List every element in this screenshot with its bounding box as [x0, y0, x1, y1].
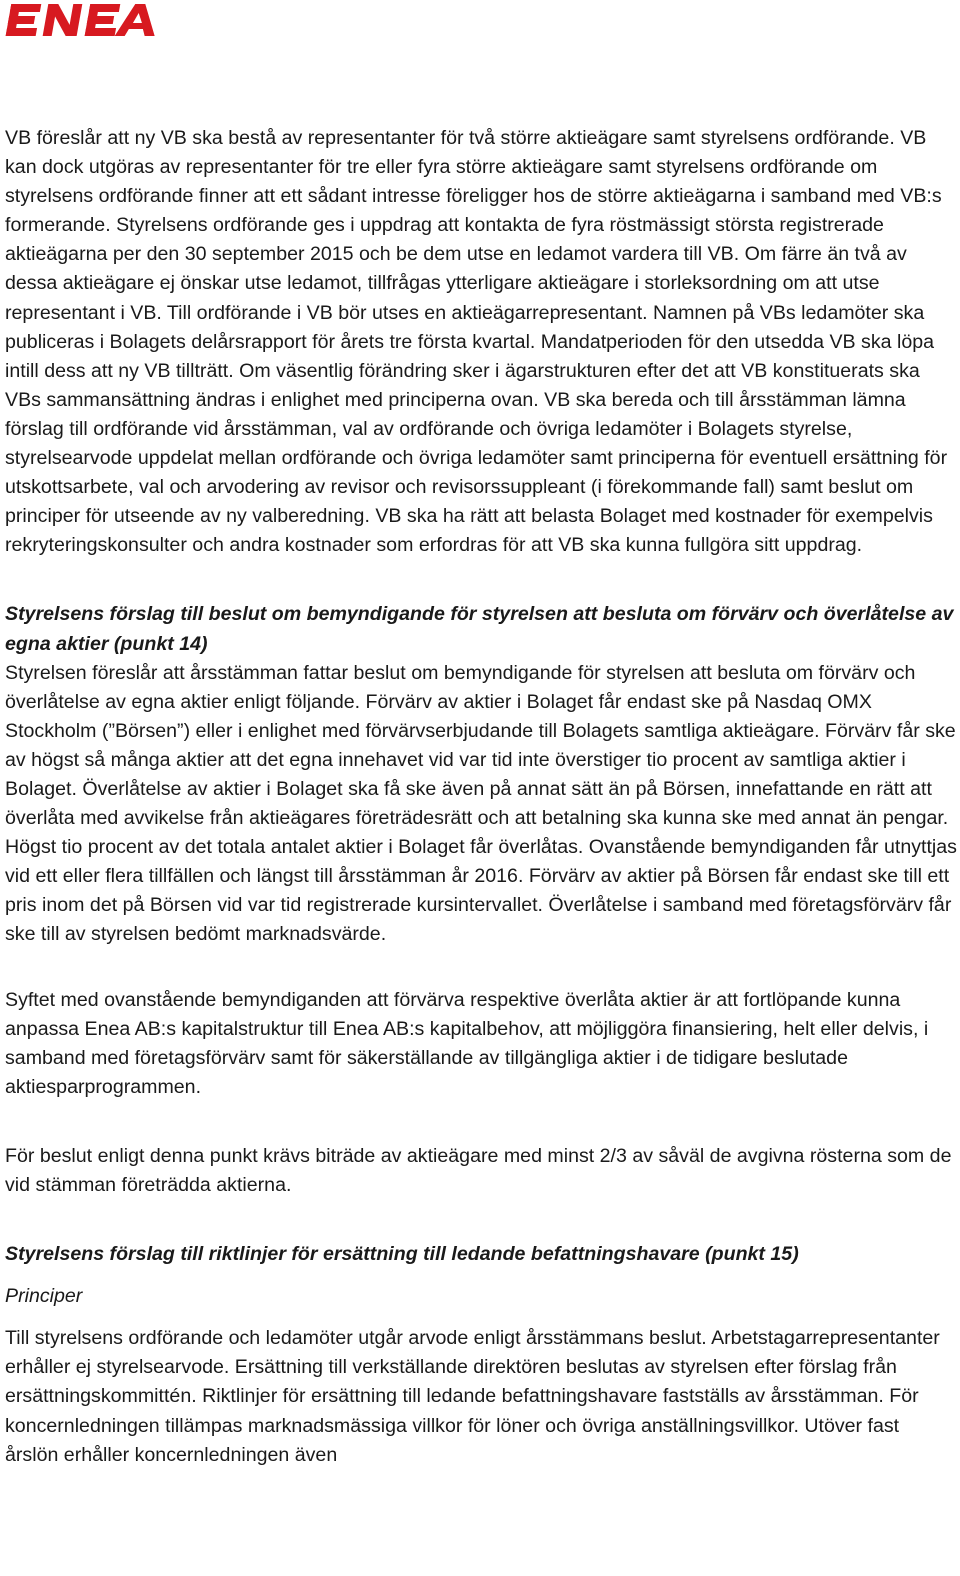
section-14-paragraph-3: För beslut enligt denna punkt krävs biträde av aktieägare med minst 2/3 av såväl de avgivna rösterna som de vid stämman företrädda aktierna. — [5, 1144, 952, 1196]
document-body — [5, 124, 957, 1470]
section-15-paragraph: Till styrelsens ordförande och ledamöter utgår arvode enligt årsstämmans beslut. Arbetstagarrepresentanter erhåller ej styrelsearvode. Ersättning till verkställande direktören beslutas av styrelsen efter förslag från ersättningskommittén. Riktlinjer för ersättning till ledande befattningshavare fastställs av årsstämman. För koncernledningen tillämpas marknadsmässiga villkor för löner och övriga anställningsvillkor. Utöver fast årslön erhåller koncernledningen även — [5, 1327, 940, 1466]
vb-paragraph: VB föreslår att ny VB ska bestå av representanter för två större aktieägare samt styrelsens ordförande. VB kan dock utgöras av representanter för tre eller fyra större aktieägare samt styrelsens ordförande om styrelsens ordförande finner att ett sådant intresse föreligger hos de större aktieägarna i samband med VB:s formerande. Styrelsens ordförande ges i uppdrag att kontakta de fyra röstmässigt största registrerade aktieägarna per den 30 september 2015 och be dem utse en ledamot vardera till VB. Om färre än två av dessa aktieägare ej önskar utse ledamot, tillfrågas ytterligare aktieägare i storleksordning om att utse representant i VB. Till ordförande i VB bör utses en aktieägarrepresentant. Namnen på VBs ledamöter ska publiceras i Bolagets delårsrapport för årets tre första kvartal. Mandatperioden för den utsedda VB ska löpa intill dess att ny VB tillträtt. Om väsentlig förändring sker i ägarstrukturen efter det att VB konstituerats ska VBs sammansättning ändras i enlighet med principerna ovan. VB ska bereda och till årsstämman lämna förslag till ordförande vid årsstämman, val av ordförande och övriga ledamöter i Bolagets styrelse, styrelsearvode uppdelat mellan ordförande och övriga ledamöter samt principerna för eventuell ersättning för utskottsarbete, val och arvodering av revisor och revisorssuppleant (i förekommande fall) samt beslut om principer för utseende av ny valberedning. VB ska ha rätt att belasta Bolaget med kostnader för exempelvis rekryteringskonsulter och andra kostnader som erfordras för att VB ska kunna fullgöra sitt uppdrag. — [5, 127, 948, 557]
section-14-paragraph-2: Syftet med ovanstående bemyndiganden att förvärva respektive överlåta aktier är att fortlöpande kunna anpassa Enea AB:s kapitalstruktur till Enea AB:s kapitalbehov, att möjliggöra finansiering, helt eller delvis, i samband med företagsförvärv samt för säkerställande av tillgängliga aktier i de tidigare beslutade aktiesparprogrammen. — [5, 988, 929, 1098]
enea-logo-mark — [5, 0, 171, 40]
section-14-heading: Styrelsens förslag till beslut om bemyndigande för styrelsen att besluta om förvärv och överlåtelse av egna aktier (punkt 14) — [5, 603, 954, 655]
spacer — [5, 560, 957, 600]
section-15-heading: Styrelsens förslag till riktlinjer för ersättning till ledande befattningshavare (punkt 15) — [5, 1243, 799, 1266]
spacer — [5, 1200, 957, 1240]
section-15-subheading: Principer — [5, 1285, 83, 1308]
enea-logo — [5, 0, 171, 40]
section-14-paragraph-1: Styrelsen föreslår att årsstämman fattar beslut om bemyndigande för styrelsen att besluta om förvärv och överlåtelse av egna aktier enligt följande. Förvärv av aktier i Bolaget får endast ske på Nasdaq OMX Stockholm (”Börsen”) eller i enlighet med förvärvserbjudande till Bolagets samtliga aktieägare. Förvärv får ske av högst så många aktier att det egna innehavet vid var tid inte överstiger tio procent av samtliga aktier i Bolaget. Överlåtelse av aktier i Bolaget ska få ske även på annat sätt än på Börsen, innefattande en rätt att överlåta med avvikelse från aktieägares företrädesrätt och att betalning ska kunna ske med annat än pengar. Högst tio procent av det totala antalet aktier i Bolaget får överlåtas. Ovanstående bemyndiganden får utnyttjas vid ett eller flera tillfällen och längst till årsstämman år 2016. Förvärv av aktier på Börsen får endast ske till ett pris inom det på Börsen vid var tid registrerade kursintervallet. Överlåtelse i samband med företagsförvärv får ske till av styrelsen bedömt marknadsvärde. — [5, 661, 957, 946]
spacer — [5, 1102, 957, 1142]
spacer — [5, 950, 957, 986]
